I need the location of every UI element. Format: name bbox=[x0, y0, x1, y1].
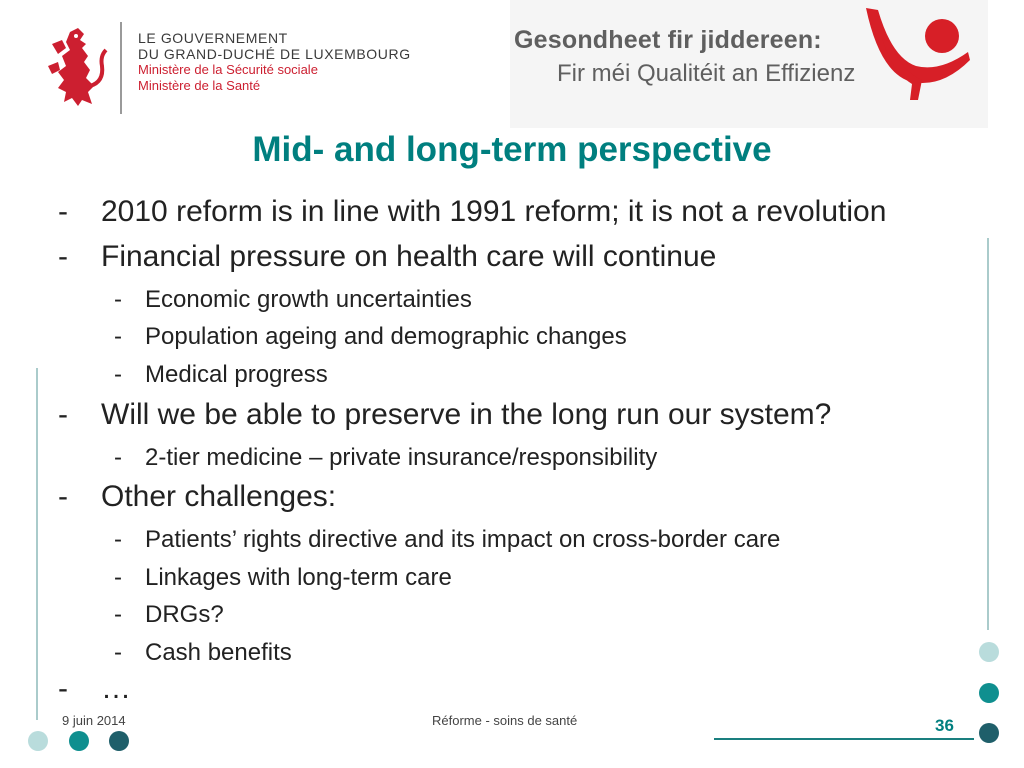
footer-rule bbox=[714, 738, 974, 740]
page-number: 36 bbox=[935, 716, 954, 735]
campaign-slogan-2: Fir méi Qualitéit an Effizienz bbox=[557, 60, 856, 87]
bullet-dash: - bbox=[58, 398, 68, 431]
bullet-text: Financial pressure on health care will continue bbox=[101, 240, 717, 273]
decorative-dot bbox=[979, 642, 999, 662]
decorative-dot bbox=[69, 731, 89, 751]
bullet-dash: - bbox=[114, 564, 122, 591]
sub-bullet-item bbox=[114, 601, 224, 629]
bullet-dash: - bbox=[114, 286, 122, 313]
footer-title: Réforme - soins de santé bbox=[432, 713, 578, 728]
bullet-dash: - bbox=[58, 195, 68, 228]
sub-bullet-item bbox=[114, 526, 781, 554]
sub-bullet-text: Cash benefits bbox=[145, 639, 292, 666]
sub-bullet-text: Population ageing and demographic changes bbox=[145, 323, 627, 350]
health-figure-icon bbox=[862, 2, 972, 107]
slide-title: Mid- and long-term perspective bbox=[252, 130, 772, 169]
header-divider bbox=[120, 22, 122, 114]
bullet-item bbox=[58, 398, 832, 432]
sub-bullet-item bbox=[114, 361, 328, 389]
decorative-dot bbox=[979, 683, 999, 703]
bullet-item bbox=[58, 195, 887, 229]
bullet-item bbox=[58, 480, 337, 514]
government-line-2: DU GRAND-DUCHÉ DE LUXEMBOURG bbox=[138, 46, 411, 62]
sub-bullet-item bbox=[114, 639, 292, 667]
ministry-social-security: Ministère de la Sécurité sociale bbox=[138, 62, 318, 77]
left-decorative-line bbox=[36, 368, 38, 720]
right-decorative-line bbox=[987, 238, 989, 630]
sub-bullet-item bbox=[114, 444, 658, 472]
campaign-slogan-1: Gesondheet fir jiddereen: bbox=[514, 26, 822, 54]
bullet-dash: - bbox=[58, 672, 68, 705]
bullet-dash: - bbox=[114, 444, 122, 471]
bullet-text: Other challenges: bbox=[101, 480, 337, 513]
bullet-dash: - bbox=[114, 323, 122, 350]
ministry-health: Ministère de la Santé bbox=[138, 78, 261, 93]
bullet-dash: - bbox=[114, 526, 122, 553]
bullet-item bbox=[58, 672, 131, 706]
sub-bullet-text: Patients’ rights directive and its impact on cross-border care bbox=[145, 526, 781, 553]
bullet-dash: - bbox=[58, 480, 68, 513]
sub-bullet-item bbox=[114, 323, 627, 351]
bullet-dash: - bbox=[114, 361, 122, 388]
sub-bullet-text: Medical progress bbox=[145, 361, 328, 388]
decorative-dot bbox=[109, 731, 129, 751]
bullet-item bbox=[58, 240, 717, 274]
government-name bbox=[138, 30, 411, 94]
sub-bullet-item bbox=[114, 564, 452, 592]
footer-date: 9 juin 2014 bbox=[62, 713, 126, 728]
bullet-dash: - bbox=[114, 601, 122, 628]
bullet-dash: - bbox=[58, 240, 68, 273]
decorative-dot bbox=[28, 731, 48, 751]
bullet-text: … bbox=[101, 672, 131, 705]
sub-bullet-text: DRGs? bbox=[145, 601, 224, 628]
sub-bullet-text: Linkages with long-term care bbox=[145, 564, 452, 591]
decorative-dot bbox=[979, 723, 999, 743]
government-line-1: LE GOUVERNEMENT bbox=[138, 30, 288, 46]
bullet-text: Will we be able to preserve in the long run our system? bbox=[101, 398, 832, 431]
sub-bullet-text: 2-tier medicine – private insurance/responsibility bbox=[145, 444, 658, 471]
luxembourg-lion-icon bbox=[40, 26, 110, 110]
bullet-text: 2010 reform is in line with 1991 reform; it is not a revolution bbox=[101, 195, 887, 228]
bullet-dash: - bbox=[114, 639, 122, 666]
sub-bullet-text: Economic growth uncertainties bbox=[145, 286, 472, 313]
sub-bullet-item bbox=[114, 286, 472, 314]
